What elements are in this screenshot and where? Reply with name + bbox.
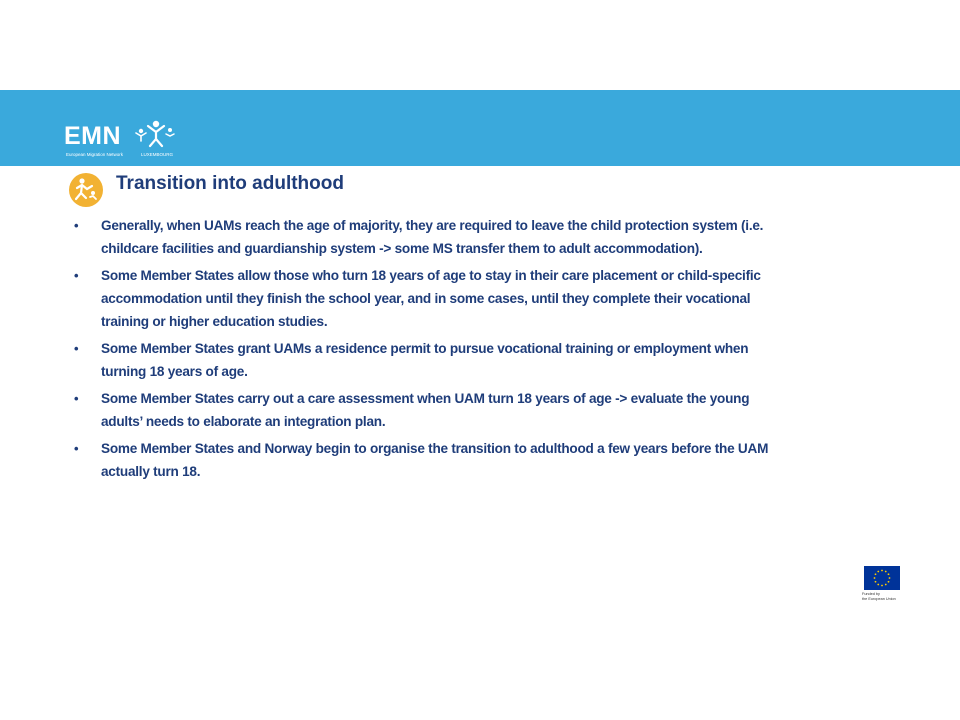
list-item [68, 337, 888, 383]
eu-caption-line: Funded by [862, 592, 880, 596]
list-item [68, 214, 888, 260]
eu-flag-icon [864, 566, 900, 590]
eu-funding-caption [862, 592, 908, 602]
bullet-line: Some Member States and Norway begin to organise the transition to adulthood a few years before the UAM [101, 441, 769, 456]
list-item [68, 264, 888, 333]
bullet-line: childcare facilities and guardianship system -> some MS transfer them to adult accommodation). [101, 241, 703, 256]
bullet-line: accommodation until they finish the school year, and in some cases, until they complete their vocational [101, 291, 751, 306]
bullet-line: Some Member States allow those who turn 18 years of age to stay in their care placement or child-specific [101, 268, 761, 283]
bullet-dot: • [74, 341, 79, 356]
transition-icon [68, 172, 104, 208]
people-figures-icon [132, 118, 176, 150]
bullet-dot: • [74, 441, 79, 456]
bullet-line: Generally, when UAMs reach the age of majority, they are required to leave the child protection system (i.e. [101, 218, 764, 233]
bullet-line: training or higher education studies. [101, 314, 328, 329]
bullet-line: adults’ needs to elaborate an integration plan. [101, 414, 386, 429]
bullet-line: actually turn 18. [101, 464, 201, 479]
bullet-dot: • [74, 218, 79, 233]
logo-text: EMN [64, 122, 122, 150]
bullet-line: turning 18 years of age. [101, 364, 248, 379]
bullet-dot: • [74, 391, 79, 406]
list-item [68, 437, 888, 483]
logo-country: LUXEMBOURG [141, 152, 174, 157]
emn-logo [64, 118, 194, 162]
bullet-dot: • [74, 268, 79, 283]
logo-subtitle: European Migration Network [66, 152, 124, 157]
slide-title: Transition into adulthood [116, 173, 344, 194]
list-item [68, 387, 888, 433]
eu-caption-line: the European Union [862, 597, 896, 601]
bullet-line: Some Member States grant UAMs a residence permit to pursue vocational training or employment when [101, 341, 749, 356]
bullet-list [68, 214, 888, 487]
bullet-line: Some Member States carry out a care assessment when UAM turn 18 years of age -> evaluate the young [101, 391, 750, 406]
